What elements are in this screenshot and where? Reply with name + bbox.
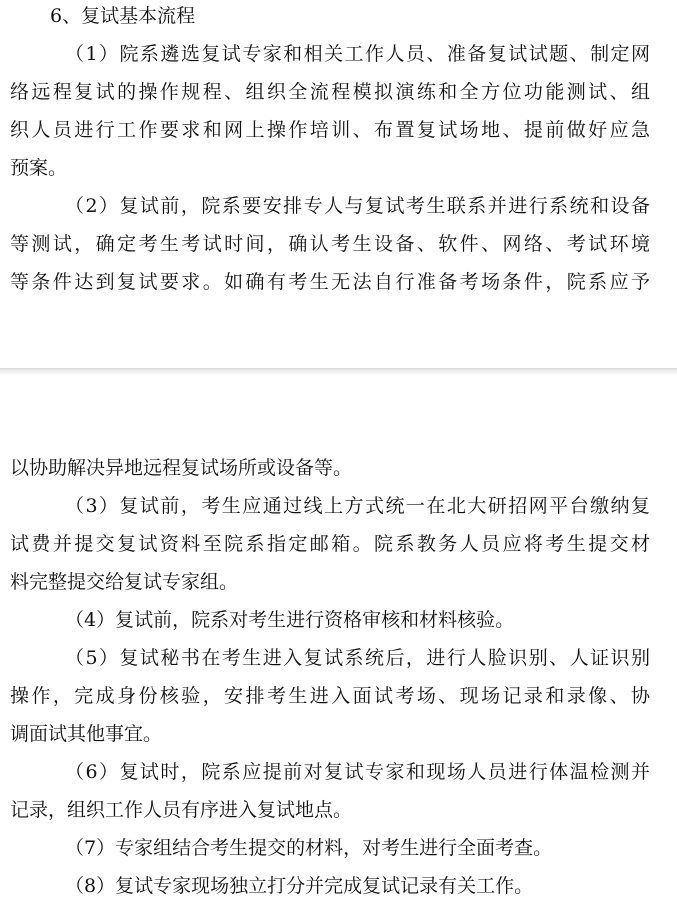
paragraph-line: 调面试其他事宜。: [10, 723, 163, 745]
paragraph-line: （1）院系遴选复试专家和相关工作人员、准备复试试题、制定网: [65, 43, 650, 65]
paragraph-line: 等条件达到复试要求。如确有考生无法自行准备考场条件，院系应予: [10, 271, 650, 293]
paragraph-line: 以协助解决异地远程复试场所或设备等。: [10, 457, 353, 479]
paragraph-line: （8）复试专家现场独立打分并完成复试记录有关工作。: [65, 875, 534, 897]
paragraph-line: 织人员进行工作要求和网上操作培训、布置复试场地、提前做好应急: [10, 119, 650, 141]
section-heading: 6、复试基本流程: [50, 5, 196, 27]
paragraph-line: （2）复试前，院系要安排专人与复试考生联系并进行系统和设备: [65, 195, 650, 217]
paragraph-line: 操作，完成身份核验，安排考生进入面试考场、现场记录和录像、协: [10, 685, 650, 707]
paragraph-line: 等测试，确定考生考试时间，确认考生设备、软件、网络、考试环境: [10, 233, 650, 255]
paragraph-line: （7）专家组结合考生提交的材料，对考生进行全面考查。: [65, 837, 553, 859]
paragraph-line: （6）复试时，院系应提前对复试专家和现场人员进行体温检测并: [65, 761, 650, 783]
paragraph-line: 预案。: [10, 157, 68, 179]
paragraph-line: 络远程复试的操作规程、组织全流程模拟演练和全方位功能测试、组: [10, 81, 650, 103]
document-page-2: [0, 374, 677, 903]
paragraph-line: 试费并提交复试资料至院系指定邮箱。院系教务人员应将考生提交材: [10, 533, 650, 555]
paragraph-line: （5）复试秘书在考生进入复试系统后，进行人脸识别、人证识别: [65, 647, 650, 669]
paragraph-line: （3）复试前，考生应通过线上方式统一在北大研招网平台缴纳复: [65, 495, 650, 517]
paragraph-line: （4）复试前，院系对考生进行资格审核和材料核验。: [65, 609, 515, 631]
paragraph-line: 料完整提交给复试专家组。: [10, 571, 239, 593]
document-page-1: [0, 0, 677, 368]
paragraph-line: 记录，组织工作人员有序进入复试地点。: [10, 799, 353, 821]
